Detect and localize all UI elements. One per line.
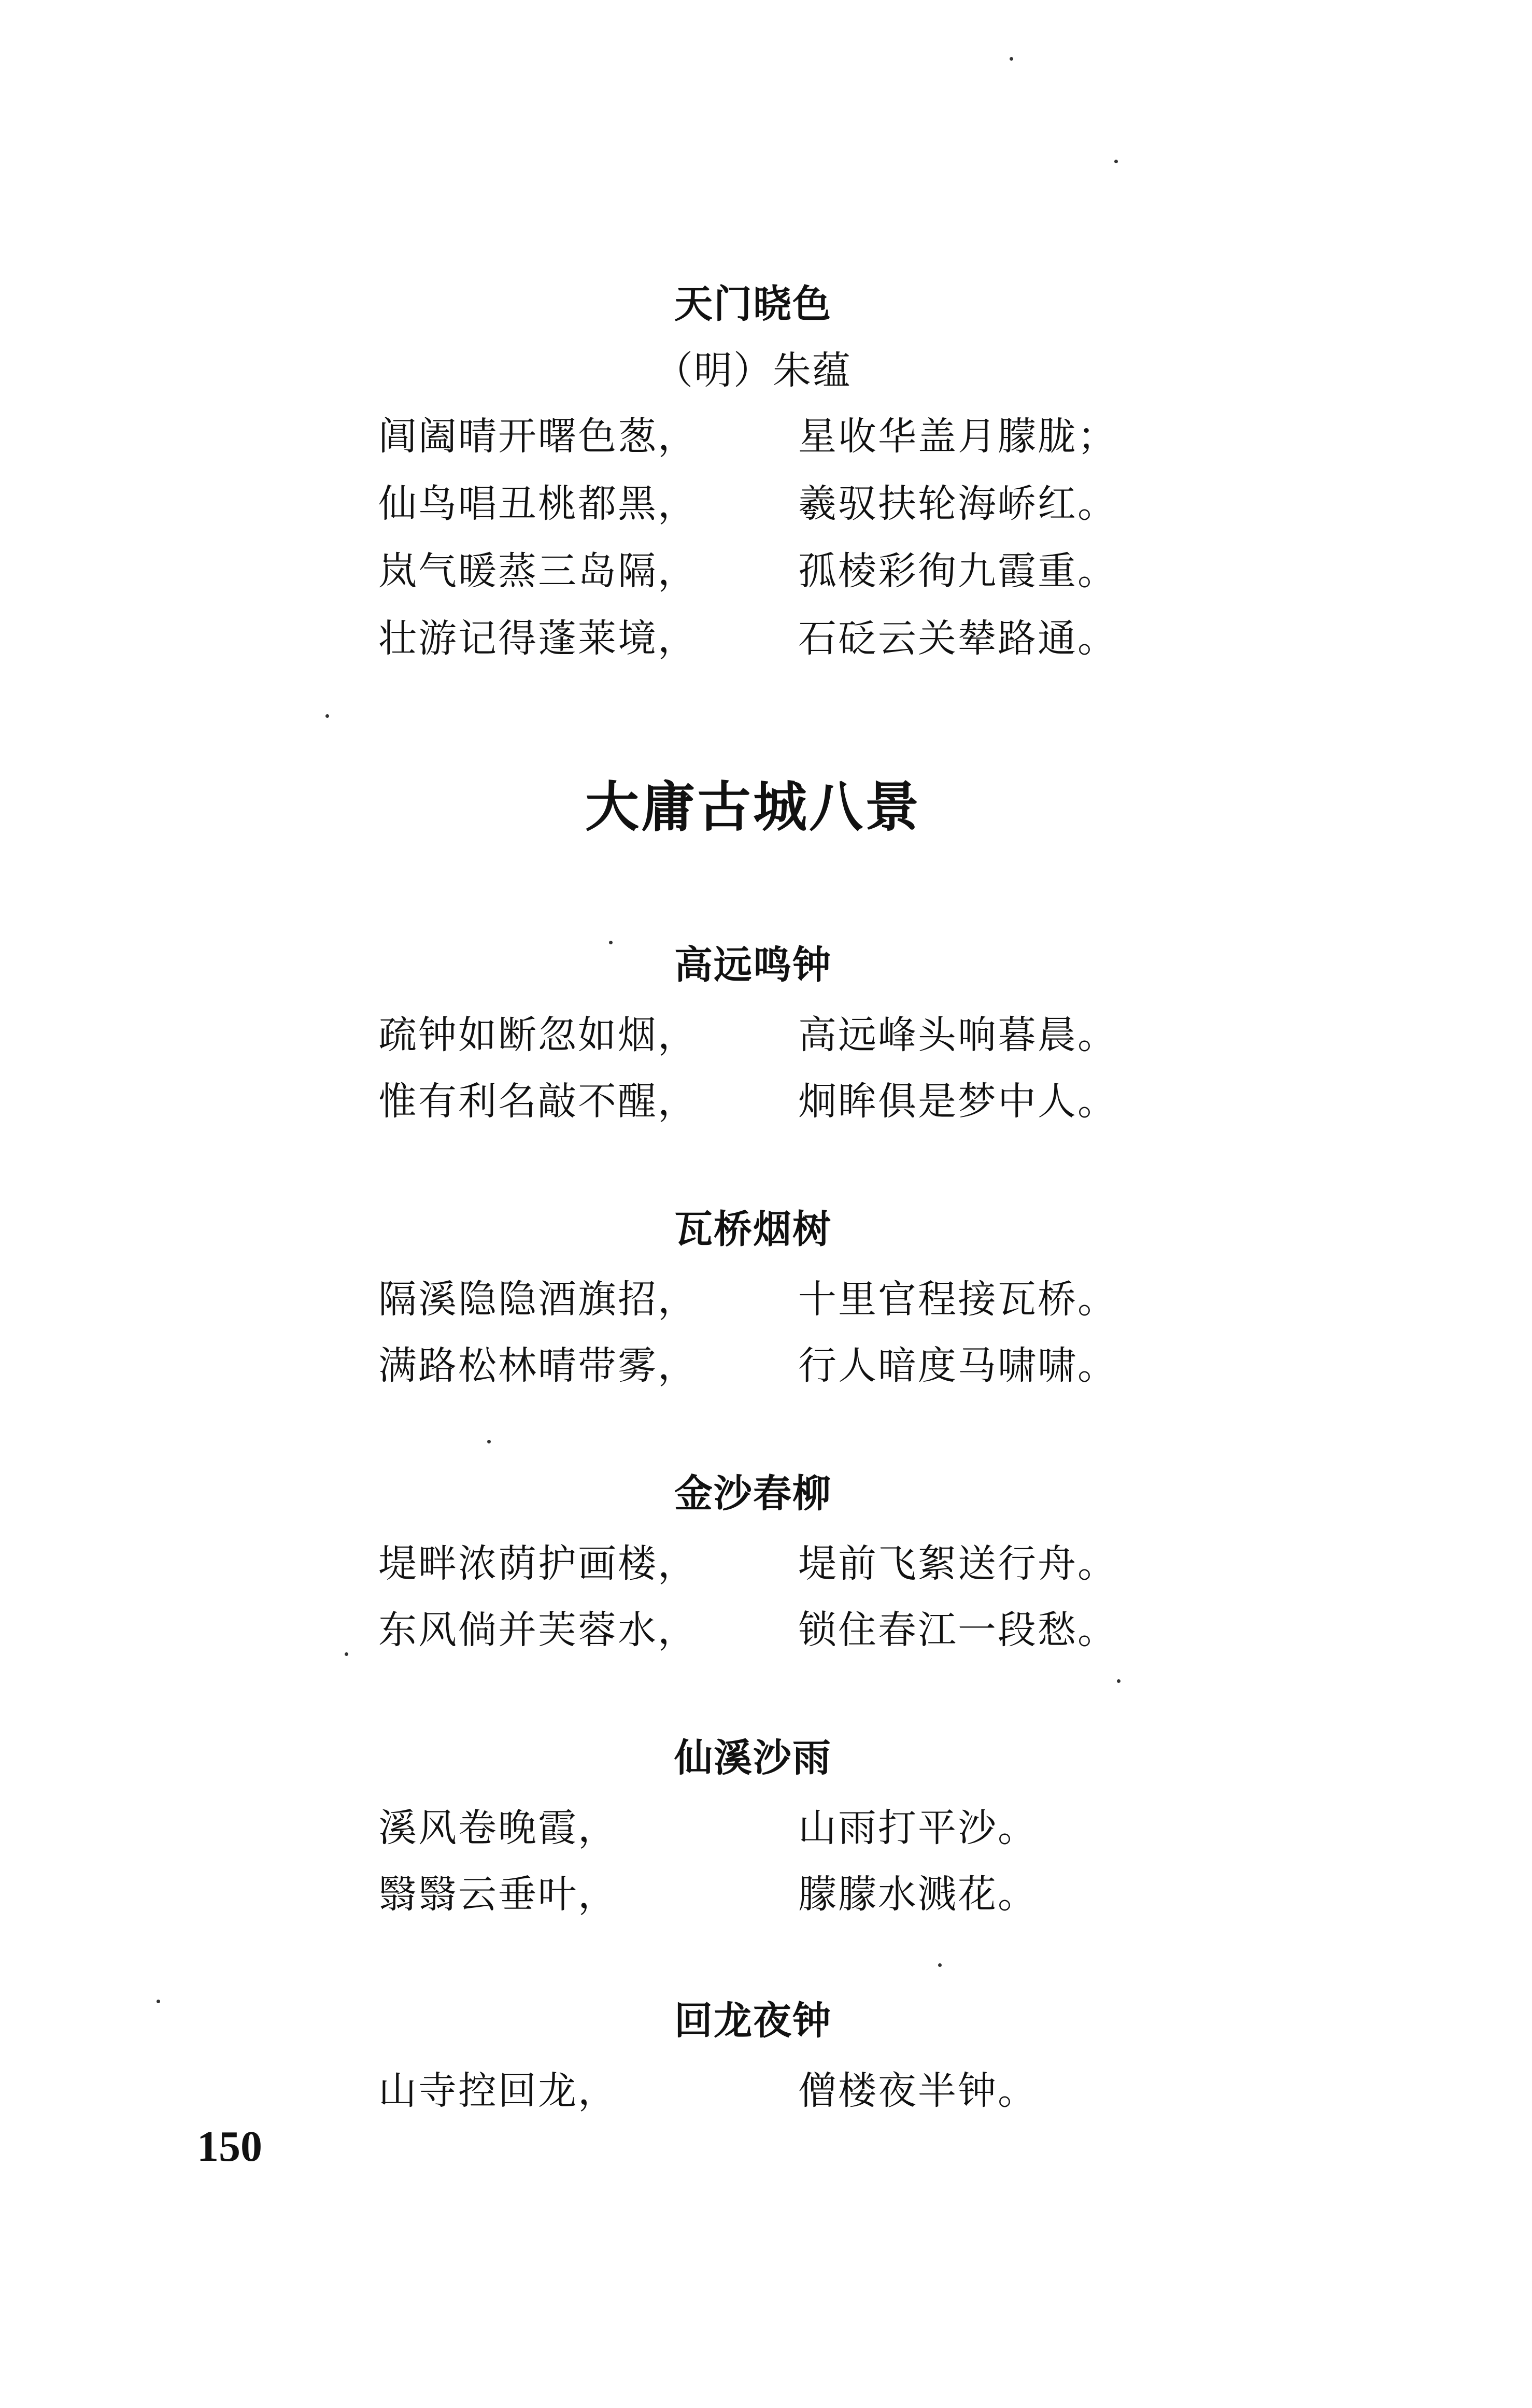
poem-line-second-half: 十里官程接瓦桥。 <box>798 1277 1117 1322</box>
scan-speck <box>938 1963 942 1967</box>
scan-speck <box>609 941 613 944</box>
poem-line-first-half: 东风倘并芙蓉水， <box>378 1608 698 1652</box>
poem-line-first-half: 山寺控回龙， <box>378 2069 618 2113</box>
scan-speck <box>325 714 329 718</box>
section-title: 大庸古城八景 <box>585 775 921 839</box>
poem-title: 金沙春柳 <box>674 1471 832 1516</box>
scan-speck <box>1114 160 1118 163</box>
poem-title: 高远鸣钟 <box>674 943 832 987</box>
poem-line-first-half: 惟有利名敲不醒， <box>378 1079 698 1124</box>
poem-line-first-half: 翳翳云垂叶， <box>378 1872 618 1917</box>
poem-line-first-half: 仙鸟唱丑桃都黑， <box>378 481 698 526</box>
poem-line-first-half: 壮游记得蓬莱境， <box>378 616 698 661</box>
scan-speck <box>487 1440 491 1443</box>
poem-line-second-half: 孤棱彩徇九霞重。 <box>798 549 1117 593</box>
poem-line-second-half: 山雨打平沙。 <box>798 1806 1038 1850</box>
poem-line-second-half: 行人暗度马啸啸。 <box>798 1343 1117 1388</box>
poem-title: 仙溪沙雨 <box>674 1736 832 1780</box>
poem-line-second-half: 高远峰头响暮晨。 <box>798 1013 1117 1057</box>
poem-line-first-half: 满路松林晴带雾， <box>378 1343 698 1388</box>
poem-line-second-half: 炯眸俱是梦中人。 <box>798 1079 1117 1124</box>
poem-line-second-half: 堤前飞絮送行舟。 <box>798 1541 1117 1586</box>
poem-line-first-half: 岚气暖蒸三岛隔， <box>378 549 698 593</box>
scan-speck <box>157 2000 160 2003</box>
poem-author: （明）朱蕴 <box>655 348 852 393</box>
poem-line-first-half: 疏钟如断忽如烟， <box>378 1013 698 1057</box>
page-number: 150 <box>197 2122 262 2171</box>
scan-speck <box>1117 1679 1120 1683</box>
poem-line-second-half: 朦朦水溅花。 <box>798 1872 1038 1917</box>
scan-speck <box>1010 57 1013 61</box>
scan-speck <box>345 1652 348 1656</box>
poem-line-first-half: 隔溪隐隐酒旗招， <box>378 1277 698 1322</box>
poem-line-first-half: 堤畔浓荫护画楼， <box>378 1541 698 1586</box>
poem-title: 瓦桥烟树 <box>674 1207 832 1252</box>
poem-title: 天门晓色 <box>674 282 832 327</box>
poem-line-second-half: 石砭云关辇路通。 <box>798 616 1117 661</box>
poem-line-second-half: 锁住春江一段愁。 <box>798 1608 1117 1652</box>
poem-line-second-half: 羲驭扶轮海峤红。 <box>798 481 1117 526</box>
poem-line-second-half: 星收华盖月朦胧； <box>798 414 1117 459</box>
poem-title: 回龙夜钟 <box>674 1999 832 2043</box>
poem-line-second-half: 僧楼夜半钟。 <box>798 2069 1038 2113</box>
poem-line-first-half: 阊阖晴开曙色葱， <box>378 414 698 459</box>
poem-line-first-half: 溪风卷晚霞， <box>378 1806 618 1850</box>
